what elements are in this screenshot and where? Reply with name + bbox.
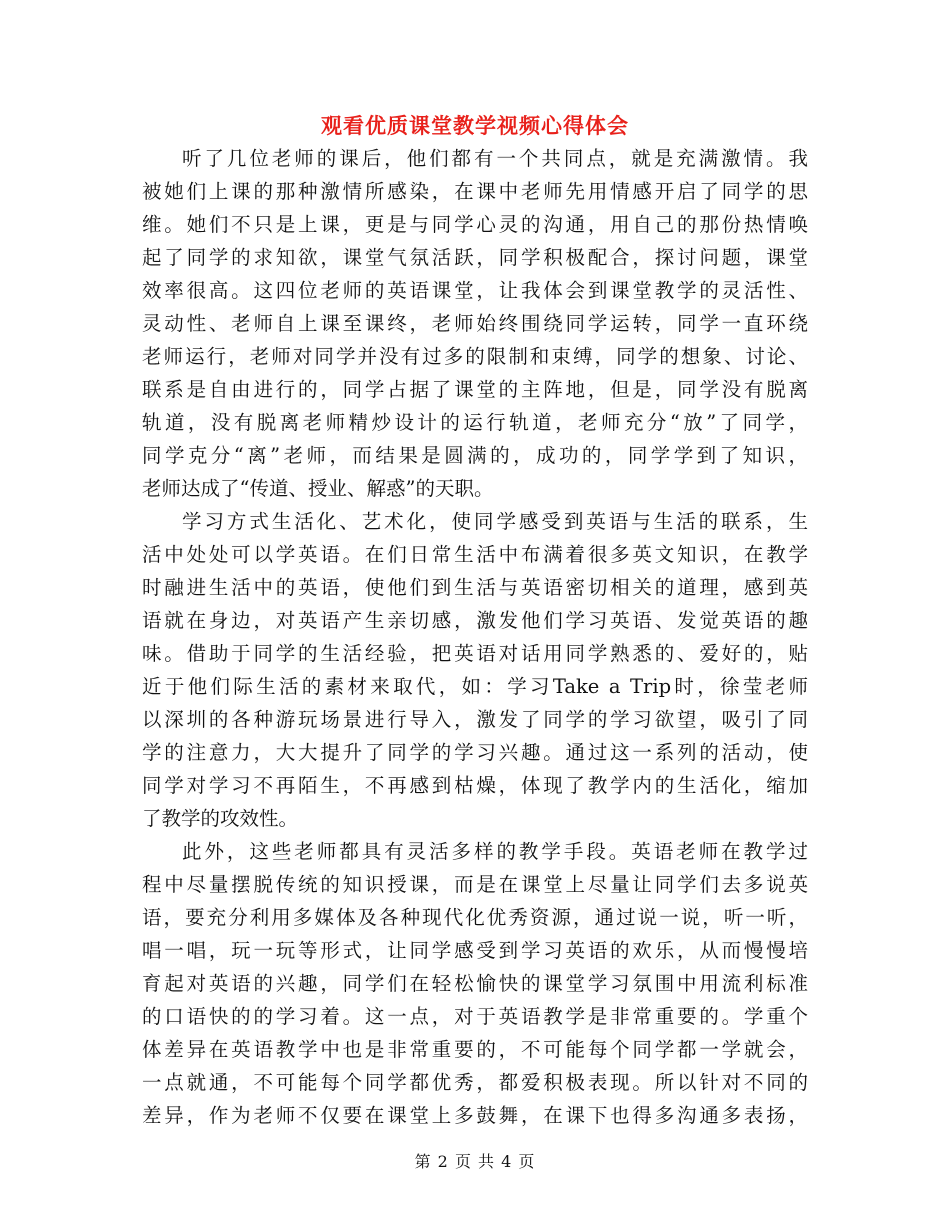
text-line: 联系是自由进行的，同学占据了课堂的主阵地，但是，同学没有脱离	[142, 378, 808, 401]
text-line: 老师达成了“传道、授业、解惑”的天职。	[142, 477, 494, 500]
text-line: 体差异在英语教学中也是非常重要的，不可能每个同学都一学就会，	[142, 1038, 808, 1061]
text-line: 学习方式生活化、艺术化，使同学感受到英语与生活的联系，生	[182, 510, 808, 533]
paragraph	[142, 142, 808, 505]
text-line: 了教学的攻效性。	[142, 807, 299, 830]
text-line: 活中处处可以学英语。在们日常生活中布满着很多英文知识，在教学	[142, 543, 808, 566]
text-line: 起了同学的求知欲，课堂气氛活跃，同学积极配合，探讨问题，课堂	[142, 246, 808, 269]
text-line: 味。借助于同学的生活经验，把英语对话用同学熟悉的、爱好的，贴	[142, 642, 808, 665]
text-line: 近于他们际生活的素材来取代，如：学习Take a Trip时，徐莹老师	[142, 675, 808, 698]
text-line: 老师运行，老师对同学并没有过多的限制和束缚，同学的想象、讨论、	[142, 345, 808, 368]
text-line: 灵动性、老师自上课至课终，老师始终围绕同学运转，同学一直环绕	[142, 312, 808, 335]
text-line: 唱一唱，玩一玩等形式，让同学感受到学习英语的欢乐，从而慢慢培	[142, 939, 808, 962]
text-line: 育起对英语的兴趣，同学们在轻松愉快的课堂学习氛围中用流利标准	[142, 972, 808, 995]
text-line: 时融进生活中的英语，使他们到生活与英语密切相关的道理，感到英	[142, 576, 808, 599]
text-line: 同学克分“离”老师，而结果是圆满的，成功的，同学学到了知识，	[142, 444, 808, 467]
text-line: 效率很高。这四位老师的英语课堂，让我体会到课堂教学的灵活性、	[142, 279, 808, 302]
text-line: 差异，作为老师不仅要在课堂上多鼓舞，在课下也得多沟通多表扬，	[142, 1104, 808, 1127]
text-line: 语，要充分利用多媒体及各种现代化优秀资源，通过说一说，听一听，	[142, 906, 808, 929]
text-line: 被她们上课的那种激情所感染，在课中老师先用情感开启了同学的思	[142, 180, 808, 203]
paragraph	[142, 505, 808, 835]
text-line: 轨道，没有脱离老师精炒设计的运行轨道，老师充分“放”了同学，	[142, 411, 808, 434]
text-line: 维。她们不只是上课，更是与同学心灵的沟通，用自己的那份热情唤	[142, 213, 808, 236]
text-line: 学的注意力，大大提升了同学的学习兴趣。通过这一系列的活动，使	[142, 741, 808, 764]
text-line: 以深圳的各种游玩场景进行导入，激发了同学的学习欲望，吸引了同	[142, 708, 808, 731]
paragraph	[142, 835, 808, 1132]
text-line: 一点就通，不可能每个同学都优秀，都爱积极表现。所以针对不同的	[142, 1071, 808, 1094]
document-body	[142, 142, 808, 1132]
text-line: 语就在身边，对英语产生亲切感，激发他们学习英语、发觉英语的趣	[142, 609, 808, 632]
text-line: 程中尽量摆脱传统的知识授课，而是在课堂上尽量让同学们去多说英	[142, 873, 808, 896]
page-number-footer: 第 2 页 共 4 页	[414, 1152, 536, 1171]
document-title: 观看优质课堂教学视频心得体会	[321, 113, 629, 138]
text-line: 同学对学习不再陌生，不再感到枯燥，体现了教学内的生活化，缩加	[142, 774, 808, 797]
text-line: 的口语快的的学习着。这一点，对于英语教学是非常重要的。学重个	[142, 1005, 808, 1028]
text-line: 此外，这些老师都具有灵活多样的教学手段。英语老师在教学过	[182, 840, 808, 863]
text-line: 听了几位老师的课后，他们都有一个共同点，就是充满激情。我	[182, 147, 808, 170]
